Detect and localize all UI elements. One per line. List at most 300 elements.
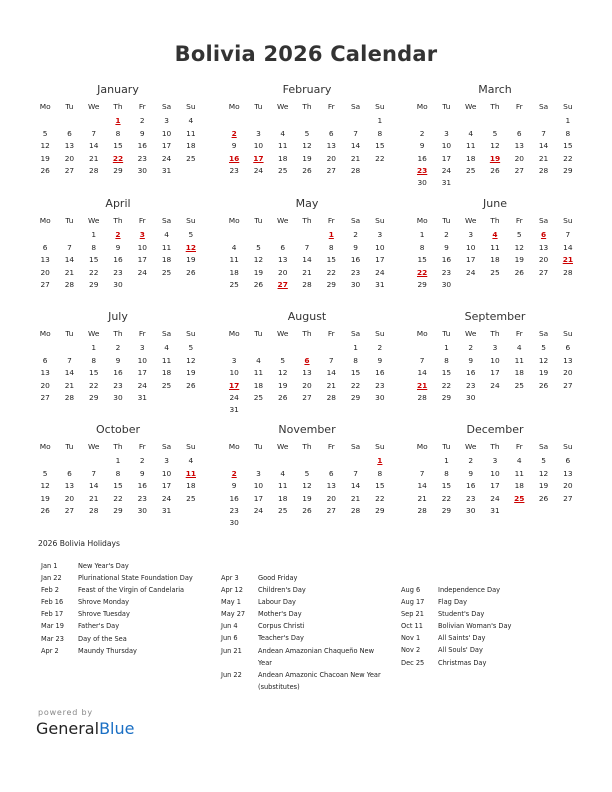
- weekday-header: Tu: [442, 442, 451, 451]
- month-december: [410, 423, 580, 517]
- day-cell: 28: [64, 279, 75, 289]
- holiday-name: Plurinational State Foundation Day: [78, 574, 193, 583]
- day-cell: 5: [188, 230, 194, 240]
- empty-cell: [33, 342, 57, 354]
- day-cell: 16: [417, 153, 427, 163]
- holiday-name: Good Friday: [258, 574, 298, 582]
- day-cell: 18: [229, 267, 239, 277]
- month-april: [33, 197, 203, 291]
- day-cell: 24: [490, 380, 500, 390]
- holiday-date: Mar 23: [41, 634, 64, 643]
- weekday-header: Mo: [416, 442, 428, 451]
- day-cell: 19: [302, 493, 312, 503]
- day-cell: 1: [91, 343, 97, 353]
- day-cell: 16: [350, 255, 361, 265]
- empty-cell: [246, 115, 270, 127]
- day-cell: 27: [302, 392, 312, 402]
- day-cell: 23: [466, 380, 476, 390]
- day-cell: 12: [538, 355, 549, 365]
- weekday-header: Tu: [442, 329, 451, 338]
- holiday-name: New Year's Day: [78, 562, 129, 570]
- holiday-day-cell[interactable]: 3: [139, 230, 145, 240]
- day-cell: 14: [538, 141, 549, 151]
- day-cell: 28: [350, 165, 361, 175]
- day-cell: 18: [161, 255, 172, 265]
- day-cell: 11: [490, 242, 500, 252]
- weekday-header: Mo: [39, 442, 51, 451]
- day-cell: 9: [377, 355, 383, 365]
- holiday-row: [41, 633, 193, 645]
- day-cell: 15: [417, 255, 427, 265]
- month-march: [410, 83, 580, 190]
- weekday-header: We: [464, 442, 477, 451]
- weekday-header: Th: [302, 442, 312, 451]
- day-cell: 7: [419, 468, 425, 478]
- holiday-name: Teacher's Day: [258, 634, 304, 643]
- weekday-header: Tu: [65, 216, 74, 225]
- holiday-row: [221, 669, 381, 681]
- holiday-day-cell[interactable]: 22: [416, 267, 428, 277]
- day-cell: 16: [137, 141, 147, 151]
- empty-cell: [57, 342, 81, 354]
- page-title: Bolivia 2026 Calendar: [174, 42, 438, 66]
- holiday-day-cell[interactable]: 23: [416, 165, 428, 175]
- empty-cell: [33, 229, 57, 241]
- day-cell: 5: [280, 355, 286, 365]
- holiday-date: Jun 6: [221, 634, 238, 643]
- day-cell: 31: [161, 165, 172, 175]
- day-cell: 8: [328, 242, 334, 252]
- month-days-grid: [410, 441, 580, 517]
- weekday-header: Tu: [254, 329, 263, 338]
- holiday-day-cell[interactable]: 25: [514, 493, 525, 503]
- day-cell: 25: [186, 493, 196, 503]
- month-may: [222, 197, 392, 291]
- holiday-name: Shrove Monday: [78, 598, 130, 607]
- holiday-name: All Saints' Day: [438, 634, 486, 643]
- empty-cell: [57, 455, 81, 467]
- weekday-header: Th: [302, 329, 312, 338]
- holiday-row: [401, 644, 511, 656]
- empty-cell: [271, 115, 295, 127]
- weekday-header: We: [87, 329, 100, 338]
- day-cell: 6: [516, 128, 522, 138]
- holiday-date: Jan 22: [41, 574, 62, 583]
- weekday-header: Tu: [65, 442, 74, 451]
- day-cell: 25: [466, 165, 476, 175]
- weekday-header: Fr: [327, 102, 335, 111]
- day-cell: 30: [466, 392, 476, 402]
- day-cell: 14: [350, 141, 361, 151]
- weekday-header: Tu: [65, 102, 74, 111]
- day-cell: 12: [253, 255, 264, 265]
- day-cell: 20: [326, 153, 336, 163]
- day-cell: 2: [468, 343, 474, 353]
- weekday-header: Sa: [538, 329, 549, 338]
- weekday-header: Su: [186, 329, 196, 338]
- day-cell: 1: [91, 230, 97, 240]
- day-cell: 2: [377, 343, 383, 353]
- holiday-day-cell[interactable]: 1: [115, 116, 121, 126]
- day-cell: 14: [302, 255, 312, 265]
- day-cell: 10: [161, 468, 172, 478]
- holiday-day-cell[interactable]: 12: [185, 242, 196, 252]
- day-cell: 29: [563, 165, 573, 175]
- day-cell: 11: [466, 141, 476, 151]
- month-august: [222, 310, 392, 417]
- holiday-date: Apr 12: [221, 586, 243, 595]
- weekday-header: Sa: [538, 442, 549, 451]
- day-cell: 29: [113, 505, 123, 515]
- day-cell: 31: [441, 178, 452, 188]
- holiday-day-cell[interactable]: 6: [304, 355, 310, 365]
- holiday-day-cell[interactable]: 11: [185, 468, 196, 478]
- day-cell: 4: [188, 456, 194, 466]
- day-cell: 29: [326, 279, 336, 289]
- holiday-name: (substitutes): [258, 682, 300, 691]
- day-cell: 1: [444, 343, 449, 353]
- day-cell: 8: [91, 355, 97, 365]
- weekday-header: Th: [490, 329, 500, 338]
- day-cell: 18: [278, 493, 288, 503]
- month-days-grid: [222, 101, 392, 177]
- holiday-day-cell[interactable]: 2: [231, 128, 237, 138]
- day-cell: 31: [161, 505, 172, 515]
- holiday-day-cell[interactable]: 2: [115, 230, 121, 240]
- day-cell: 3: [231, 355, 237, 365]
- weekday-header: We: [464, 329, 477, 338]
- weekday-header: Sa: [350, 102, 361, 111]
- day-cell: 8: [353, 355, 358, 365]
- day-cell: 6: [67, 468, 72, 478]
- weekday-header: Th: [490, 216, 500, 225]
- day-cell: 12: [40, 481, 50, 491]
- day-cell: 13: [514, 141, 524, 151]
- holiday-name: Children's Day: [258, 586, 306, 595]
- month-name: May: [295, 197, 319, 210]
- day-cell: 13: [40, 368, 50, 378]
- day-cell: 20: [40, 380, 50, 390]
- day-cell: 23: [113, 267, 123, 277]
- day-cell: 10: [466, 242, 476, 252]
- holiday-day-cell[interactable]: 27: [277, 279, 288, 289]
- day-cell: 12: [514, 242, 524, 252]
- month-name: December: [466, 423, 524, 436]
- day-cell: 25: [161, 267, 172, 277]
- holiday-day-cell[interactable]: 22: [112, 153, 124, 163]
- day-cell: 18: [186, 141, 196, 151]
- empty-cell: [295, 455, 319, 467]
- day-cell: 10: [375, 242, 385, 252]
- day-cell: 13: [278, 255, 288, 265]
- holiday-day-cell[interactable]: 2: [231, 468, 237, 478]
- day-cell: 7: [91, 128, 97, 138]
- weekday-header: Fr: [138, 216, 146, 225]
- day-cell: 25: [490, 267, 500, 277]
- weekday-header: Sa: [350, 329, 361, 338]
- empty-cell: [507, 115, 531, 127]
- day-cell: 10: [229, 368, 239, 378]
- empty-cell: [410, 455, 434, 467]
- day-cell: 5: [304, 128, 310, 138]
- day-cell: 14: [350, 481, 361, 491]
- day-cell: 20: [538, 255, 549, 265]
- holiday-row: [401, 657, 511, 669]
- day-cell: 5: [188, 343, 194, 353]
- weekday-header: Su: [563, 216, 573, 225]
- day-cell: 8: [444, 355, 449, 365]
- month-name: November: [278, 423, 336, 436]
- weekday-header: Fr: [327, 329, 335, 338]
- holiday-name: Andean Amazonic Chacoan New Year: [258, 670, 381, 679]
- day-cell: 11: [161, 355, 172, 365]
- day-cell: 18: [514, 368, 524, 378]
- weekday-header: Mo: [228, 216, 240, 225]
- holiday-name: Christmas Day: [438, 658, 487, 667]
- holiday-row: [41, 596, 193, 608]
- day-cell: 30: [137, 505, 147, 515]
- day-cell: 9: [115, 355, 121, 365]
- holiday-day-cell[interactable]: 6: [540, 230, 547, 240]
- day-cell: 24: [490, 493, 500, 503]
- day-cell: 13: [563, 355, 573, 365]
- day-cell: 18: [186, 481, 196, 491]
- day-cell: 16: [113, 368, 123, 378]
- day-cell: 6: [42, 242, 48, 252]
- weekday-header: Sa: [538, 102, 549, 111]
- holiday-day-cell[interactable]: 19: [489, 153, 501, 163]
- holiday-date: Dec 25: [401, 658, 425, 667]
- holiday-date: May 27: [221, 610, 246, 619]
- day-cell: 19: [538, 368, 549, 378]
- empty-cell: [57, 229, 81, 241]
- day-cell: 3: [492, 456, 498, 466]
- holiday-date: Jun 22: [221, 670, 242, 679]
- day-cell: 4: [516, 343, 522, 353]
- day-cell: 7: [565, 230, 571, 240]
- day-cell: 16: [466, 368, 476, 378]
- holiday-date: [221, 681, 258, 693]
- day-cell: 7: [67, 355, 72, 365]
- day-cell: 19: [40, 153, 50, 163]
- day-cell: 21: [350, 153, 361, 163]
- day-cell: 15: [563, 141, 573, 151]
- holiday-day-cell[interactable]: 1: [328, 230, 334, 240]
- day-cell: 29: [113, 165, 123, 175]
- holiday-row: [221, 620, 381, 632]
- empty-cell: [222, 229, 246, 241]
- month-february: [222, 83, 392, 177]
- holiday-name: Bolivian Woman's Day: [438, 622, 512, 631]
- day-cell: 24: [137, 380, 147, 390]
- holiday-day-cell[interactable]: 21: [562, 255, 573, 265]
- day-cell: 31: [490, 505, 500, 515]
- day-cell: 25: [253, 392, 264, 402]
- day-cell: 27: [563, 380, 573, 390]
- holiday-name: Day of the Sea: [78, 634, 127, 643]
- weekday-header: Fr: [515, 442, 523, 451]
- day-cell: 9: [444, 242, 449, 252]
- day-cell: 25: [278, 165, 288, 175]
- day-cell: 16: [229, 493, 239, 503]
- holiday-day-cell[interactable]: 17: [228, 380, 240, 390]
- day-cell: 6: [328, 468, 334, 478]
- holiday-column: [401, 584, 511, 669]
- day-cell: 26: [186, 380, 196, 390]
- day-cell: 2: [115, 343, 121, 353]
- day-cell: 12: [538, 468, 549, 478]
- month-days-grid: [33, 441, 203, 517]
- day-cell: 28: [302, 279, 312, 289]
- holiday-day-cell[interactable]: 4: [492, 230, 498, 240]
- holiday-day-cell[interactable]: 16: [228, 153, 240, 163]
- day-cell: 21: [538, 153, 549, 163]
- day-cell: 21: [89, 153, 99, 163]
- day-cell: 3: [492, 343, 498, 353]
- day-cell: 9: [231, 141, 237, 151]
- day-cell: 23: [466, 493, 476, 503]
- holiday-row: [221, 632, 381, 644]
- month-days-grid: [410, 101, 580, 190]
- month-days-grid: [222, 441, 392, 530]
- day-cell: 5: [42, 128, 48, 138]
- day-cell: 13: [302, 368, 312, 378]
- weekday-header: Tu: [65, 329, 74, 338]
- day-cell: 12: [302, 481, 312, 491]
- weekday-header: Su: [186, 216, 196, 225]
- holiday-name: Year: [258, 658, 272, 667]
- day-cell: 20: [563, 368, 573, 378]
- weekday-header: Tu: [254, 216, 263, 225]
- month-june: [410, 197, 580, 291]
- day-cell: 20: [278, 267, 288, 277]
- holiday-day-cell[interactable]: 21: [416, 380, 428, 390]
- day-cell: 2: [444, 230, 449, 240]
- weekday-header: Fr: [327, 216, 335, 225]
- day-cell: 23: [441, 267, 452, 277]
- holiday-date: Aug 6: [401, 586, 421, 594]
- day-cell: 27: [64, 505, 75, 515]
- weekday-header: Th: [302, 102, 312, 111]
- holiday-date: Apr 3: [221, 574, 239, 582]
- day-cell: 23: [350, 267, 361, 277]
- day-cell: 18: [278, 153, 288, 163]
- day-cell: 9: [231, 481, 237, 491]
- weekday-header: Fr: [138, 102, 146, 111]
- holiday-date: Jan 1: [41, 562, 58, 570]
- day-cell: 27: [514, 165, 524, 175]
- day-cell: 15: [441, 481, 452, 491]
- weekday-header: Tu: [254, 442, 263, 451]
- weekday-header: Mo: [416, 329, 428, 338]
- holiday-name: Student's Day: [438, 610, 485, 619]
- holiday-day-cell[interactable]: 17: [253, 153, 264, 163]
- day-cell: 16: [137, 481, 147, 491]
- holiday-row: [41, 584, 193, 596]
- holiday-day-cell[interactable]: 1: [377, 456, 383, 466]
- holiday-name: Labour Day: [258, 598, 296, 607]
- day-cell: 2: [353, 230, 358, 240]
- day-cell: 7: [419, 355, 425, 365]
- day-cell: 30: [350, 279, 361, 289]
- day-cell: 10: [253, 141, 264, 151]
- holiday-date: Feb 17: [41, 610, 64, 619]
- day-cell: 12: [490, 141, 500, 151]
- weekday-header: We: [464, 102, 477, 111]
- day-cell: 3: [164, 456, 169, 466]
- generalblue-logo[interactable]: [36, 719, 134, 738]
- day-cell: 28: [326, 392, 336, 402]
- weekday-header: Mo: [228, 442, 240, 451]
- month-name: March: [478, 83, 512, 96]
- day-cell: 9: [139, 128, 145, 138]
- day-cell: 7: [304, 242, 310, 252]
- month-name: February: [282, 83, 332, 96]
- day-cell: 5: [304, 468, 310, 478]
- day-cell: 13: [538, 242, 549, 252]
- day-cell: 4: [468, 128, 474, 138]
- holiday-row: [221, 596, 381, 608]
- day-cell: 22: [89, 267, 99, 277]
- weekday-header: Th: [302, 216, 312, 225]
- holiday-name: Mother's Day: [258, 610, 302, 619]
- day-cell: 27: [563, 493, 573, 503]
- empty-cell: [410, 342, 434, 354]
- day-cell: 30: [375, 392, 385, 402]
- day-cell: 22: [350, 380, 361, 390]
- day-cell: 14: [563, 242, 573, 252]
- day-cell: 7: [353, 468, 358, 478]
- weekday-header: Th: [113, 329, 123, 338]
- day-cell: 16: [466, 481, 476, 491]
- day-cell: 14: [64, 368, 75, 378]
- weekday-header: Su: [375, 102, 385, 111]
- day-cell: 13: [64, 481, 75, 491]
- day-cell: 30: [137, 165, 147, 175]
- weekday-header: Mo: [228, 329, 240, 338]
- day-cell: 16: [441, 255, 452, 265]
- day-cell: 29: [375, 505, 385, 515]
- day-cell: 15: [89, 368, 99, 378]
- day-cell: 26: [186, 267, 196, 277]
- day-cell: 24: [253, 165, 264, 175]
- weekday-header: Fr: [515, 102, 523, 111]
- month-name: April: [105, 197, 131, 210]
- day-cell: 12: [278, 368, 288, 378]
- day-cell: 3: [164, 116, 169, 126]
- day-cell: 27: [326, 505, 336, 515]
- weekday-header: We: [276, 329, 289, 338]
- holiday-row: [401, 584, 511, 596]
- day-cell: 30: [229, 518, 239, 528]
- holiday-row: [401, 596, 511, 608]
- day-cell: 24: [137, 267, 147, 277]
- day-cell: 2: [139, 116, 145, 126]
- day-cell: 30: [466, 505, 476, 515]
- day-cell: 5: [256, 242, 261, 252]
- day-cell: 19: [538, 481, 549, 491]
- weekday-header: We: [276, 442, 289, 451]
- empty-cell: [33, 115, 57, 127]
- day-cell: 20: [64, 153, 75, 163]
- day-cell: 13: [326, 141, 336, 151]
- day-cell: 24: [161, 493, 172, 503]
- day-cell: 19: [40, 493, 50, 503]
- weekday-header: Su: [563, 442, 573, 451]
- day-cell: 5: [541, 456, 546, 466]
- holiday-date: Nov 1: [401, 634, 421, 643]
- day-cell: 25: [278, 505, 288, 515]
